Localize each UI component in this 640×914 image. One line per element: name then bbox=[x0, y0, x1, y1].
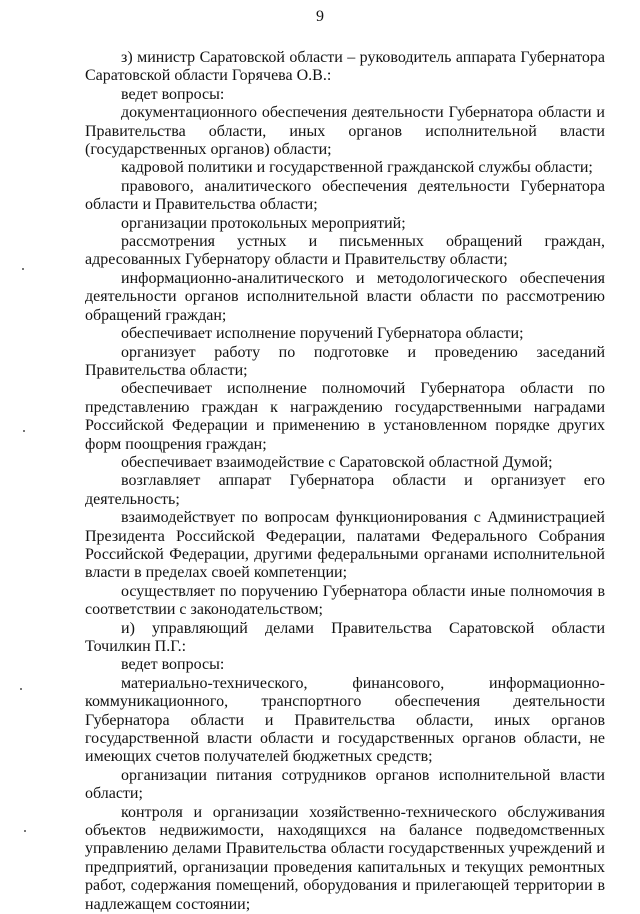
paragraph: взаимодействует по вопросам функционирования с Администрацией Президента Российской Федерации, палатами Федерального Собрания Российской Федерации, другими федеральными органами исполнительной власти в пределах своей компетенции; bbox=[85, 509, 605, 582]
scan-mark bbox=[20, 688, 22, 690]
paragraph: контроля и организации хозяйственно-технического обслуживания объектов недвижимости, находящихся на балансе подведомственных управлению делами Правительства области государственных учреждений и предприятий, организации проведения капитальных и текущих ремонтных работ, содержания помещений, оборудования и прилегающей территории в надлежащем состоянии; bbox=[85, 803, 605, 913]
scan-mark bbox=[22, 268, 24, 270]
paragraph: обеспечивает исполнение полномочий Губернатора области по представлению граждан к награждению государственными наградами Российской Федерации и применению в установленном порядке других форм поощрения граждан; bbox=[85, 380, 605, 453]
paragraph: кадровой политики и государственной гражданской службы области; bbox=[121, 159, 593, 177]
paragraph: организует работу по подготовке и проведению заседаний Правительства области; bbox=[85, 343, 605, 379]
paragraph: документационного обеспечения деятельности Губернатора области и Правительства области, иных органов исполнительной власти (государственных органов) области; bbox=[85, 104, 605, 159]
scan-mark bbox=[23, 430, 25, 432]
paragraph: материально-технического, финансового, информационно-коммуникационного, транспортного обеспечения деятельности Губернатора области и Правительства области, иных органов государственной власти области и государственных органов области, не имеющих счетов получателей бюджетных средств; bbox=[85, 674, 605, 766]
paragraph: обеспечивает исполнение поручений Губернатора области; bbox=[121, 325, 524, 343]
paragraph: правового, аналитического обеспечения деятельности Губернатора области и Правительства области; bbox=[85, 177, 605, 214]
paragraph-i-manager: и) управляющий делами Правительства Саратовской области Точилкин П.Г.: bbox=[85, 619, 605, 655]
scan-mark bbox=[24, 830, 26, 832]
document-body bbox=[85, 49, 605, 914]
paragraph: ведет вопросы: bbox=[121, 656, 225, 674]
paragraph: обеспечивает взаимодействие с Саратовской областной Думой; bbox=[121, 453, 553, 471]
paragraph: организации питания сотрудников органов исполнительной власти области; bbox=[85, 766, 605, 803]
paragraph-z-minister: з) министр Саратовской области – руководитель аппарата Губернатора Саратовской области Горячева О.В.: bbox=[85, 49, 605, 85]
paragraph: информационно-аналитического и методологического обеспечения деятельности органов исполнительной власти области по рассмотрению обращений граждан; bbox=[85, 269, 605, 324]
paragraph: осуществляет по поручению Губернатора области иные полномочия в соответствии с законодательством; bbox=[85, 582, 605, 619]
paragraph: возглавляет аппарат Губернатора области и организует его деятельность; bbox=[85, 472, 605, 508]
page-number: 9 bbox=[316, 8, 324, 25]
paragraph: организации протокольных мероприятий; bbox=[121, 214, 406, 232]
paragraph: рассмотрения устных и письменных обращений граждан, адресованных Губернатору области и Правительству области; bbox=[85, 233, 605, 269]
paragraph: ведет вопросы: bbox=[121, 85, 225, 103]
